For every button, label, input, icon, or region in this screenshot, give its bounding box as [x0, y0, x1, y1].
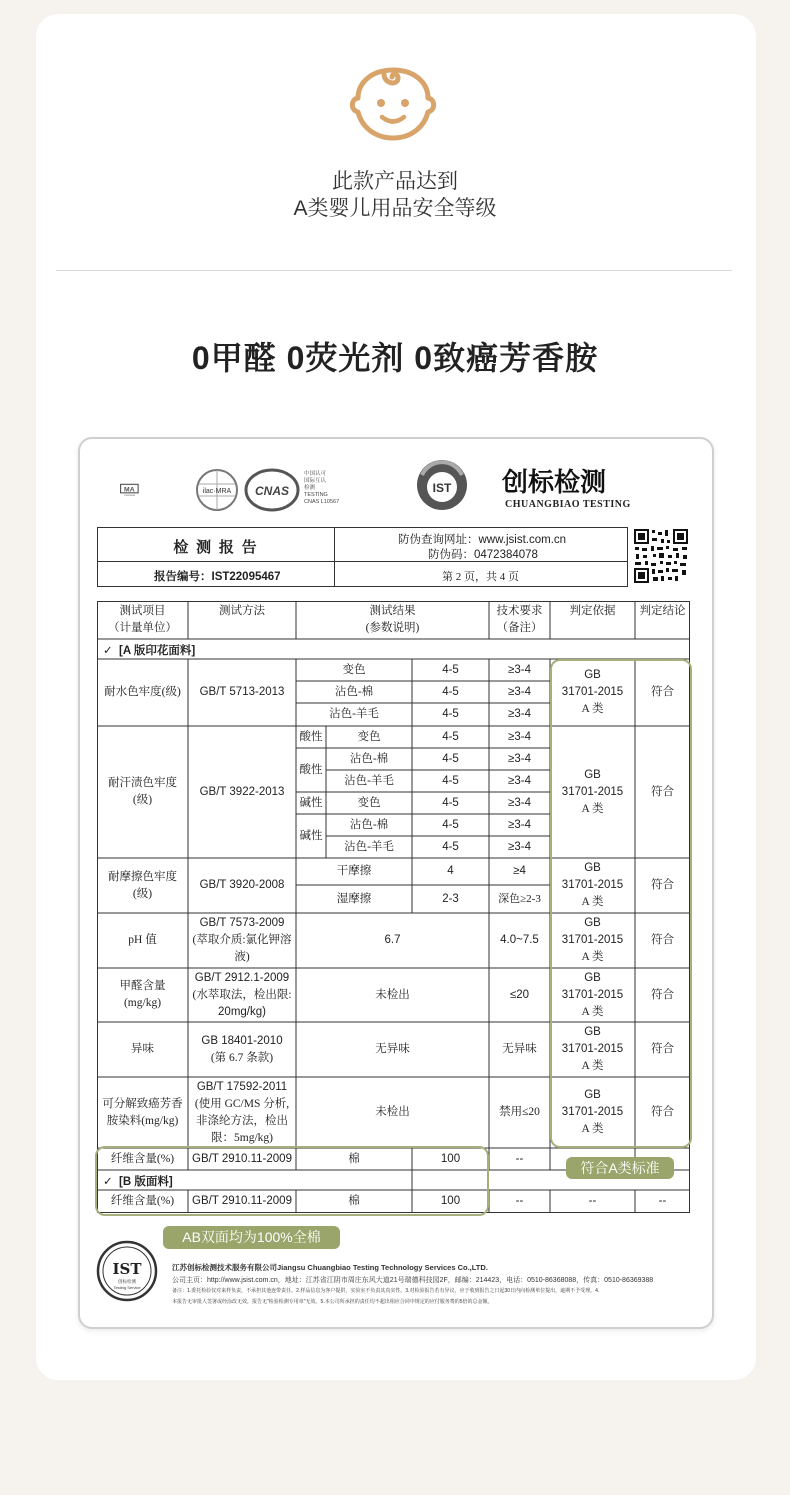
basis: GB 31701-2015 A 类 [561, 971, 624, 1018]
svg-text:创标检测: 创标检测 [118, 1279, 136, 1284]
requirement: ≥3-4 [508, 685, 531, 698]
result-label: 沾色-棉 [334, 685, 374, 698]
result-label: 沾色-棉 [349, 752, 389, 765]
method-formaldehyde: GB/T 2912.1-2009 (水萃取法，检出限: 20mg/kg) [192, 971, 292, 1018]
basis: GB 31701-2015 A 类 [561, 1089, 624, 1135]
alkali-label: 碱性 [299, 796, 323, 809]
headline: 0甲醛 0荧光剂 0致癌芳香胺 [191, 340, 599, 376]
col-header-item: 测试项目 （计量单位） [108, 605, 177, 634]
item-fiber-a: 纤维含量(%) [110, 1152, 175, 1165]
footer-address: 公司主页：http://www.jsist.com.cn，地址：江苏省江阴市周庄东风大道21号瑞德科技园2F，邮编：214423，电话：0510-86368088，传真：0510-86369388 [172, 1277, 654, 1284]
method-sweat: GB/T 3922-2013 [199, 785, 285, 798]
result-label: 湿摩擦 [336, 892, 372, 905]
hero-line-1: 此款产品达到 [332, 170, 458, 193]
svg-text:Testing Service: Testing Service [113, 1285, 141, 1290]
result-label: 变色 [357, 730, 381, 743]
item-rub-fastness: 耐摩擦色牢度 (级) [108, 870, 177, 900]
cnas-mark-icon [244, 468, 300, 512]
col-header-conclusion: 判定结论 [639, 604, 686, 617]
svg-text:MA: MA [124, 486, 135, 494]
requirement: -- [515, 1195, 524, 1207]
result-value: 4-5 [442, 796, 459, 809]
method-fiber-a: GB/T 2910.11-2009 [192, 1152, 292, 1165]
requirement: ≥3-4 [508, 730, 531, 743]
tag-cotton: AB双面均为100%全棉 [163, 1226, 340, 1249]
ist-logo-icon [414, 457, 470, 513]
conclusion: 符合 [651, 1106, 674, 1118]
highlight-a-standard [550, 659, 692, 1148]
requirement: ≥3-4 [508, 663, 531, 676]
result-value: 4-5 [442, 840, 459, 853]
cnas-text: 中国认可 国际互认 检测 TESTING CNAS L10567 [304, 471, 340, 505]
col-header-requirement: 技术要求 （备注） [496, 605, 543, 634]
result-value: 4-5 [442, 730, 459, 743]
acid-label: 酸性 [299, 763, 323, 776]
method-aromatic-amine: GB/T 17592-2011 (使用 GC/MS 分析, 非涤纶方法，检出 限：5mg/kg) [194, 1080, 290, 1144]
method-odor: GB 18401-2010 (第 6.7 条款) [201, 1034, 283, 1064]
result-label: 沾色-棉 [349, 818, 389, 831]
result-value: 2-3 [442, 892, 459, 905]
alkali-label: 碱性 [299, 829, 323, 842]
divider [56, 270, 732, 271]
report-title: 检 测 报 告 [173, 540, 259, 556]
requirement: -- [515, 1152, 524, 1165]
svg-text:IST: IST [112, 1260, 142, 1278]
conclusion: 符合 [651, 1043, 674, 1055]
requirement: ≤20 [509, 988, 530, 1001]
item-aromatic-amine: 可分解致癌芳香 胺染料(mg/kg) [102, 1097, 183, 1127]
requirement: ≥3-4 [508, 752, 531, 765]
ilac-mra-icon [195, 468, 239, 512]
item-ph: pH 值 [128, 934, 157, 946]
requirement: 4.0~7.5 [500, 934, 539, 946]
requirement: 无异味 [502, 1043, 537, 1055]
basis: GB 31701-2015 A 类 [561, 768, 624, 815]
basis: GB 31701-2015 A 类 [561, 1026, 624, 1072]
item-water-fastness: 耐水色牢度(级) [104, 686, 181, 698]
col-header-result: 测试结果 (参数说明) [365, 605, 420, 634]
basis: GB 31701-2015 A 类 [561, 917, 624, 963]
report-number: 报告编号：IST22095467 [154, 571, 281, 583]
result-value: 4-5 [442, 685, 459, 698]
result-label: 沾色-羊毛 [344, 774, 394, 787]
result-value: 6.7 [384, 934, 401, 946]
cma-mark-icon [120, 466, 188, 514]
page-indicator: 第 2 页，共 4 页 [442, 571, 519, 583]
fiber-material: 棉 [348, 1152, 360, 1165]
method-ph: GB/T 7573-2009 (萃取介质:氯化钾溶 液) [192, 917, 292, 963]
tag-a-standard: 符合A类标准 [566, 1157, 674, 1179]
brand-name: 创标检测 [502, 468, 607, 498]
col-header-basis: 判定依据 [569, 604, 616, 617]
conclusion: 符合 [651, 879, 674, 891]
acid-label: 酸性 [299, 730, 323, 743]
requirement: 深色≥2-3 [498, 892, 541, 905]
result-value: 4 [447, 865, 454, 877]
basis: -- [588, 1195, 597, 1207]
section-a-label: ✓ [A 版印花面料] [103, 645, 196, 657]
requirement: ≥3-4 [508, 707, 531, 720]
item-fiber-b: 纤维含量(%) [110, 1195, 175, 1207]
method-water: GB/T 5713-2013 [199, 686, 285, 698]
result-value: 4-5 [442, 663, 459, 676]
item-sweat-fastness: 耐汗渍色牢度 (级) [108, 777, 177, 806]
basis: GB 31701-2015 A 类 [561, 669, 624, 715]
requirement: ≥4 [513, 865, 526, 877]
result-label: 沾色-羊毛 [329, 707, 379, 720]
requirement: ≥3-4 [508, 818, 531, 831]
brand-name-en: CHUANGBIAO TESTING [505, 499, 631, 510]
conclusion: -- [658, 1195, 667, 1207]
result-label: 干摩擦 [336, 865, 372, 877]
result-value: 4-5 [442, 707, 459, 720]
method-fiber-b: GB/T 2910.11-2009 [192, 1195, 292, 1207]
ist-stamp-icon [96, 1240, 158, 1302]
section-b-label: ✓ [B 版面料] [103, 1176, 173, 1188]
col-header-method: 测试方法 [219, 604, 265, 617]
conclusion: 符合 [651, 934, 674, 946]
result-value: 4-5 [442, 818, 459, 831]
result-label: 变色 [342, 663, 366, 676]
result-value: 未检出 [375, 988, 410, 1001]
svg-text:IST: IST [432, 481, 452, 495]
baby-face-icon [348, 64, 438, 144]
result-label: 变色 [357, 796, 381, 809]
hero-line-2: A类婴儿用品安全等级 [293, 197, 497, 220]
footer-note-1: 备注：1.委托检验仅对来样负责，不承担其他连带责任。2.样品信息为客户提供，实验室不负责其真实性。3.对检验报告若有异议，应于收到报告之日起30日内向检测单位提出，逾期不予受理。4. [172, 1288, 600, 1294]
conclusion: 符合 [651, 785, 674, 798]
fiber-value: 100 [440, 1152, 461, 1165]
svg-text:ilac·MRA: ilac·MRA [202, 488, 232, 495]
requirement: 禁用≤20 [499, 1106, 540, 1118]
footer-note-2: 本报告无审批人签署或经涂改无效，报告无"检验检测专用章"无效。5.本公司所承担的责任均不超出相应合同中规定的应付服务费的5倍的总金额。 [172, 1299, 493, 1305]
conclusion: 符合 [651, 686, 674, 698]
result-label: 沾色-羊毛 [344, 840, 394, 853]
highlight-cotton [95, 1146, 489, 1216]
fiber-value: 100 [440, 1195, 461, 1207]
result-value: 未检出 [375, 1106, 410, 1118]
qr-code-icon [633, 528, 689, 584]
conclusion: 符合 [651, 988, 674, 1001]
requirement: ≥3-4 [508, 774, 531, 787]
item-formaldehyde: 甲醛含量 (mg/kg) [119, 980, 166, 1009]
basis: GB 31701-2015 A 类 [561, 862, 624, 908]
result-value: 无异味 [375, 1043, 410, 1055]
svg-text:171011260288: 171011260288 [123, 494, 135, 497]
anti-fake-code: 防伪码：0472384078 [428, 549, 538, 561]
svg-text:CNAS: CNAS [254, 484, 290, 498]
result-value: 4-5 [442, 774, 459, 787]
footer-company: 江苏创标检测技术服务有限公司Jiangsu Chuangbiao Testing Technology Services Co.,LTD. [172, 1263, 488, 1272]
requirement: ≥3-4 [508, 796, 531, 809]
result-value: 4-5 [442, 752, 459, 765]
fiber-material: 棉 [348, 1195, 360, 1207]
requirement: ≥3-4 [508, 840, 531, 853]
query-url-line: 防伪查询网址：www.jsist.com.cn [398, 534, 567, 546]
item-odor: 异味 [131, 1043, 154, 1055]
report-header-table [97, 527, 628, 587]
method-rub: GB/T 3920-2008 [199, 879, 285, 891]
